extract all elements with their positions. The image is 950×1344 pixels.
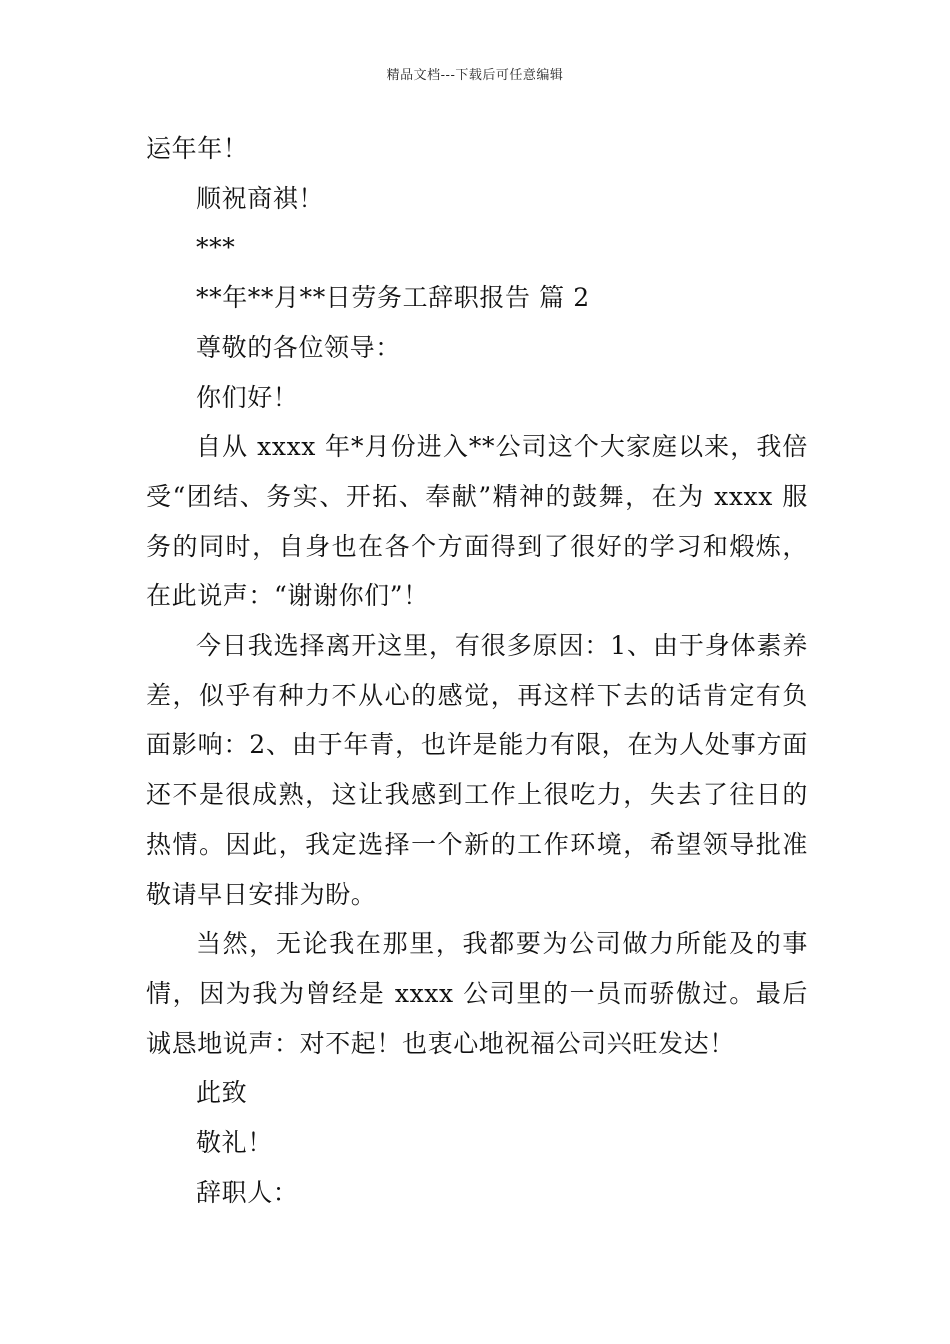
closing-line-2: 敬礼！ bbox=[196, 1128, 273, 1158]
page-header: 精品文档---下载后可任意编辑 bbox=[386, 68, 564, 83]
greeting: 你们好！ bbox=[196, 382, 299, 412]
body-paragraph-3: 当然，无论我在那里，我都要为公司做力所能及的事情，因为我为曾经是 xxxx 公司里的一员而骄傲过。最后诚恳地说声：对不起！也衷心地祝福公司兴旺发达！ bbox=[146, 929, 808, 1058]
resigner-label: 辞职人： bbox=[196, 1177, 299, 1207]
document-body bbox=[146, 124, 808, 1217]
signature-mask: *** bbox=[196, 233, 236, 263]
document-title: **年**月**日劳务工辞职报告 篇 2 bbox=[196, 283, 590, 313]
body-paragraph-1: 自从 xxxx 年*月份进入**公司这个大家庭以来，我倍受“团结、务实、开拓、奉献”精神的鼓舞，在为 xxxx 服务的同时，自身也在各个方面得到了很好的学习和煅炼，在此说声：“谢谢你们”！ bbox=[146, 432, 808, 611]
continuation-line: 运年年！ bbox=[146, 134, 249, 163]
salutation: 尊敬的各位领导： bbox=[196, 332, 401, 362]
body-paragraph-2: 今日我选择离开这里，有很多原因：1、由于身体素养差，似乎有种力不从心的感觉，再这样下去的话肯定有负面影响：2、由于年青，也许是能力有限，在为人处事方面还不是很成熟，这让我感到工作上很吃力，失去了往日的热情。因此，我定选择一个新的工作环境，希望领导批准敬请早日安排为盼。 bbox=[146, 631, 808, 909]
wishes-line: 顺祝商祺！ bbox=[196, 183, 325, 213]
closing-line-1: 此致 bbox=[196, 1078, 248, 1108]
